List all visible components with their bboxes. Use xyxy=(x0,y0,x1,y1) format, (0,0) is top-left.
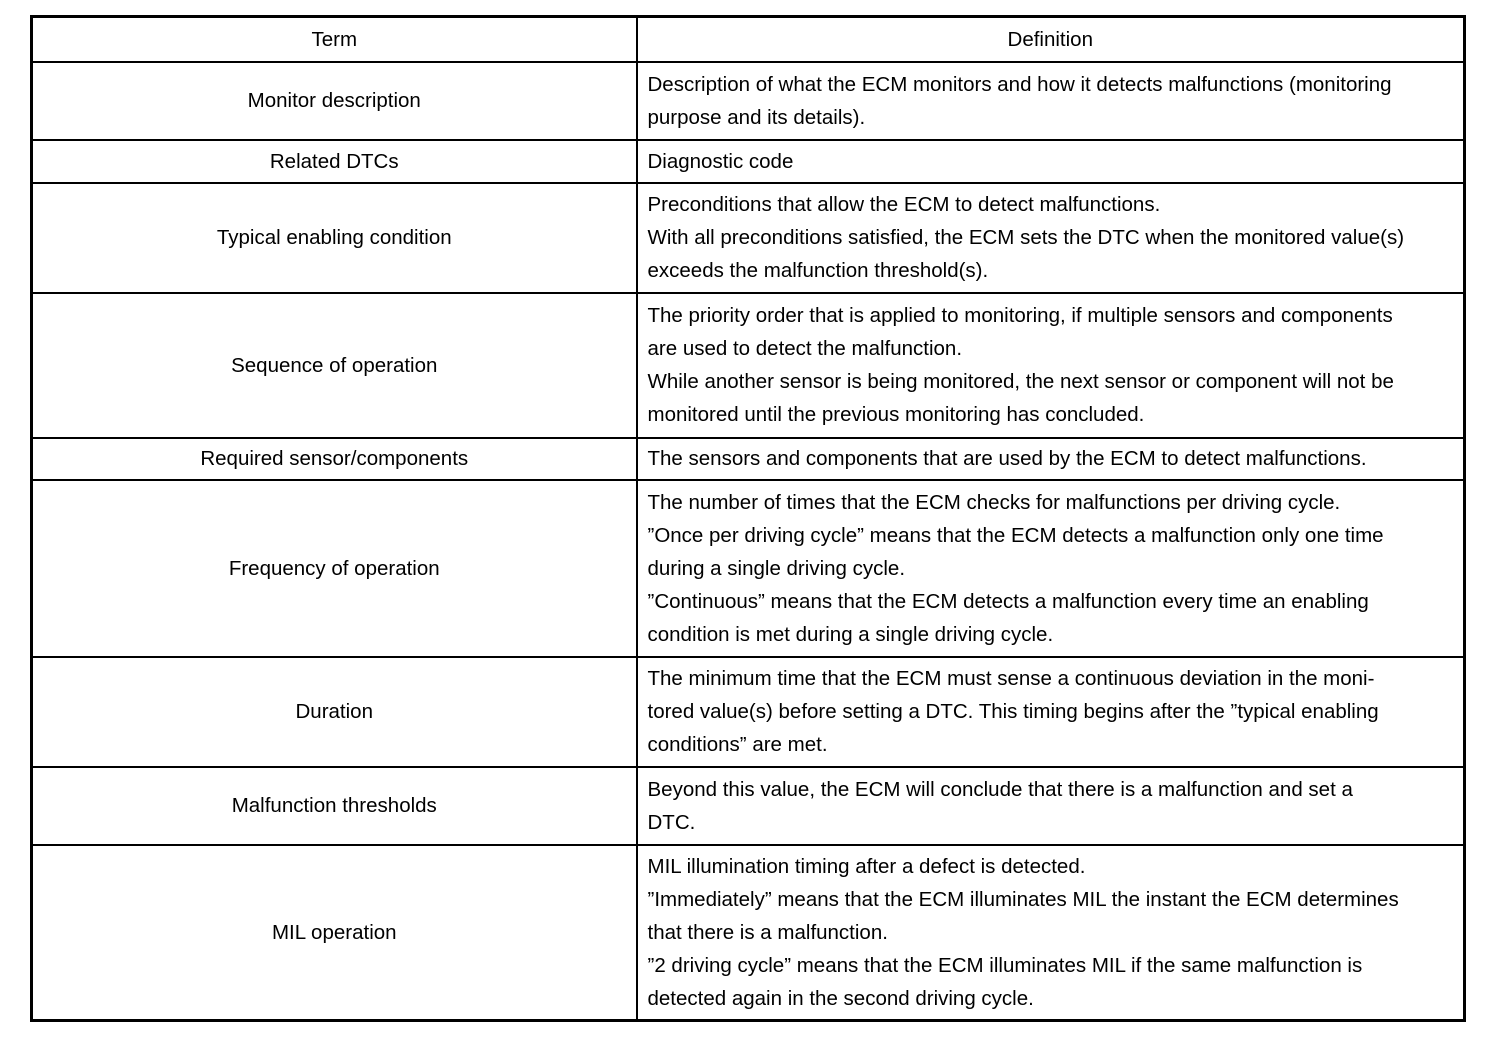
definition-header: Definition xyxy=(637,17,1465,62)
definition-line: ”Continuous” means that the ECM detects a malfunction every time an enabling xyxy=(647,589,1369,613)
table-row xyxy=(32,480,1465,657)
definition-line: DTC. xyxy=(647,810,696,834)
term-cell: Duration xyxy=(32,657,637,767)
term-cell: MIL operation xyxy=(32,845,637,1021)
definition-cell xyxy=(637,845,1465,1021)
term-cell: Monitor description xyxy=(32,62,637,140)
definition-line: ”Immediately” means that the ECM illuminates MIL the instant the ECM determines xyxy=(647,887,1399,911)
definition-line: tored value(s) before setting a DTC. This timing begins after the ”typical enabling xyxy=(647,700,1379,723)
definition-line: that there is a malfunction. xyxy=(647,920,888,944)
definition-cell xyxy=(637,657,1465,767)
definition-cell xyxy=(637,293,1465,438)
term-header: Term xyxy=(32,17,637,62)
table-body xyxy=(32,62,1465,1021)
definition-line: detected again in the second driving cycle. xyxy=(647,986,1034,1010)
table-row xyxy=(32,438,1465,480)
term-cell: Typical enabling condition xyxy=(32,183,637,293)
definition-line: The minimum time that the ECM must sense a continuous deviation in the moni- xyxy=(647,667,1375,690)
definition-line: exceeds the malfunction threshold(s). xyxy=(647,259,989,282)
table-row xyxy=(32,62,1465,140)
table-row xyxy=(32,140,1465,183)
definition-cell xyxy=(637,183,1465,293)
definition-line: purpose and its details). xyxy=(647,105,866,129)
definition-line: monitored until the previous monitoring has concluded. xyxy=(647,403,1145,426)
header-row xyxy=(32,17,1465,62)
table-row xyxy=(32,767,1465,845)
term-cell: Related DTCs xyxy=(32,140,637,183)
term-cell: Sequence of operation xyxy=(32,293,637,438)
term-cell: Required sensor/components xyxy=(32,438,637,480)
definition-line: Diagnostic code xyxy=(647,149,794,173)
definition-line: MIL illumination timing after a defect is detected. xyxy=(647,854,1086,878)
definition-line: Beyond this value, the ECM will conclude that there is a malfunction and set a xyxy=(647,777,1353,801)
definition-line: are used to detect the malfunction. xyxy=(647,337,963,360)
table-row xyxy=(32,845,1465,1021)
definition-line: While another sensor is being monitored, the next sensor or component will not be xyxy=(647,370,1394,393)
definition-line: With all preconditions satisfied, the ECM sets the DTC when the monitored value(s) xyxy=(647,226,1405,249)
definition-line: The number of times that the ECM checks for malfunctions per driving cycle. xyxy=(647,490,1341,514)
definition-line: Preconditions that allow the ECM to detect malfunctions. xyxy=(647,193,1161,216)
definition-line: ”2 driving cycle” means that the ECM illuminates MIL if the same malfunction is xyxy=(647,953,1363,977)
table-row xyxy=(32,183,1465,293)
term-cell: Malfunction thresholds xyxy=(32,767,637,845)
table-row xyxy=(32,657,1465,767)
term-cell: Frequency of operation xyxy=(32,480,637,657)
definition-cell xyxy=(637,480,1465,657)
definition-cell xyxy=(637,767,1465,845)
definition-cell xyxy=(637,140,1465,183)
definition-line: conditions” are met. xyxy=(647,733,828,756)
definition-line: ”Once per driving cycle” means that the ECM detects a malfunction only one time xyxy=(647,523,1384,547)
definition-cell xyxy=(637,62,1465,140)
definition-cell xyxy=(637,438,1465,480)
definition-line: The priority order that is applied to monitoring, if multiple sensors and components xyxy=(647,304,1393,327)
definition-line: Description of what the ECM monitors and how it detects malfunctions (monitoring xyxy=(647,72,1392,96)
term-definition-table xyxy=(30,15,1466,1022)
table-row xyxy=(32,293,1465,438)
definition-line: The sensors and components that are used by the ECM to detect malfunctions. xyxy=(647,447,1367,470)
definition-line: condition is met during a single driving cycle. xyxy=(647,622,1054,646)
definition-line: during a single driving cycle. xyxy=(647,556,906,580)
